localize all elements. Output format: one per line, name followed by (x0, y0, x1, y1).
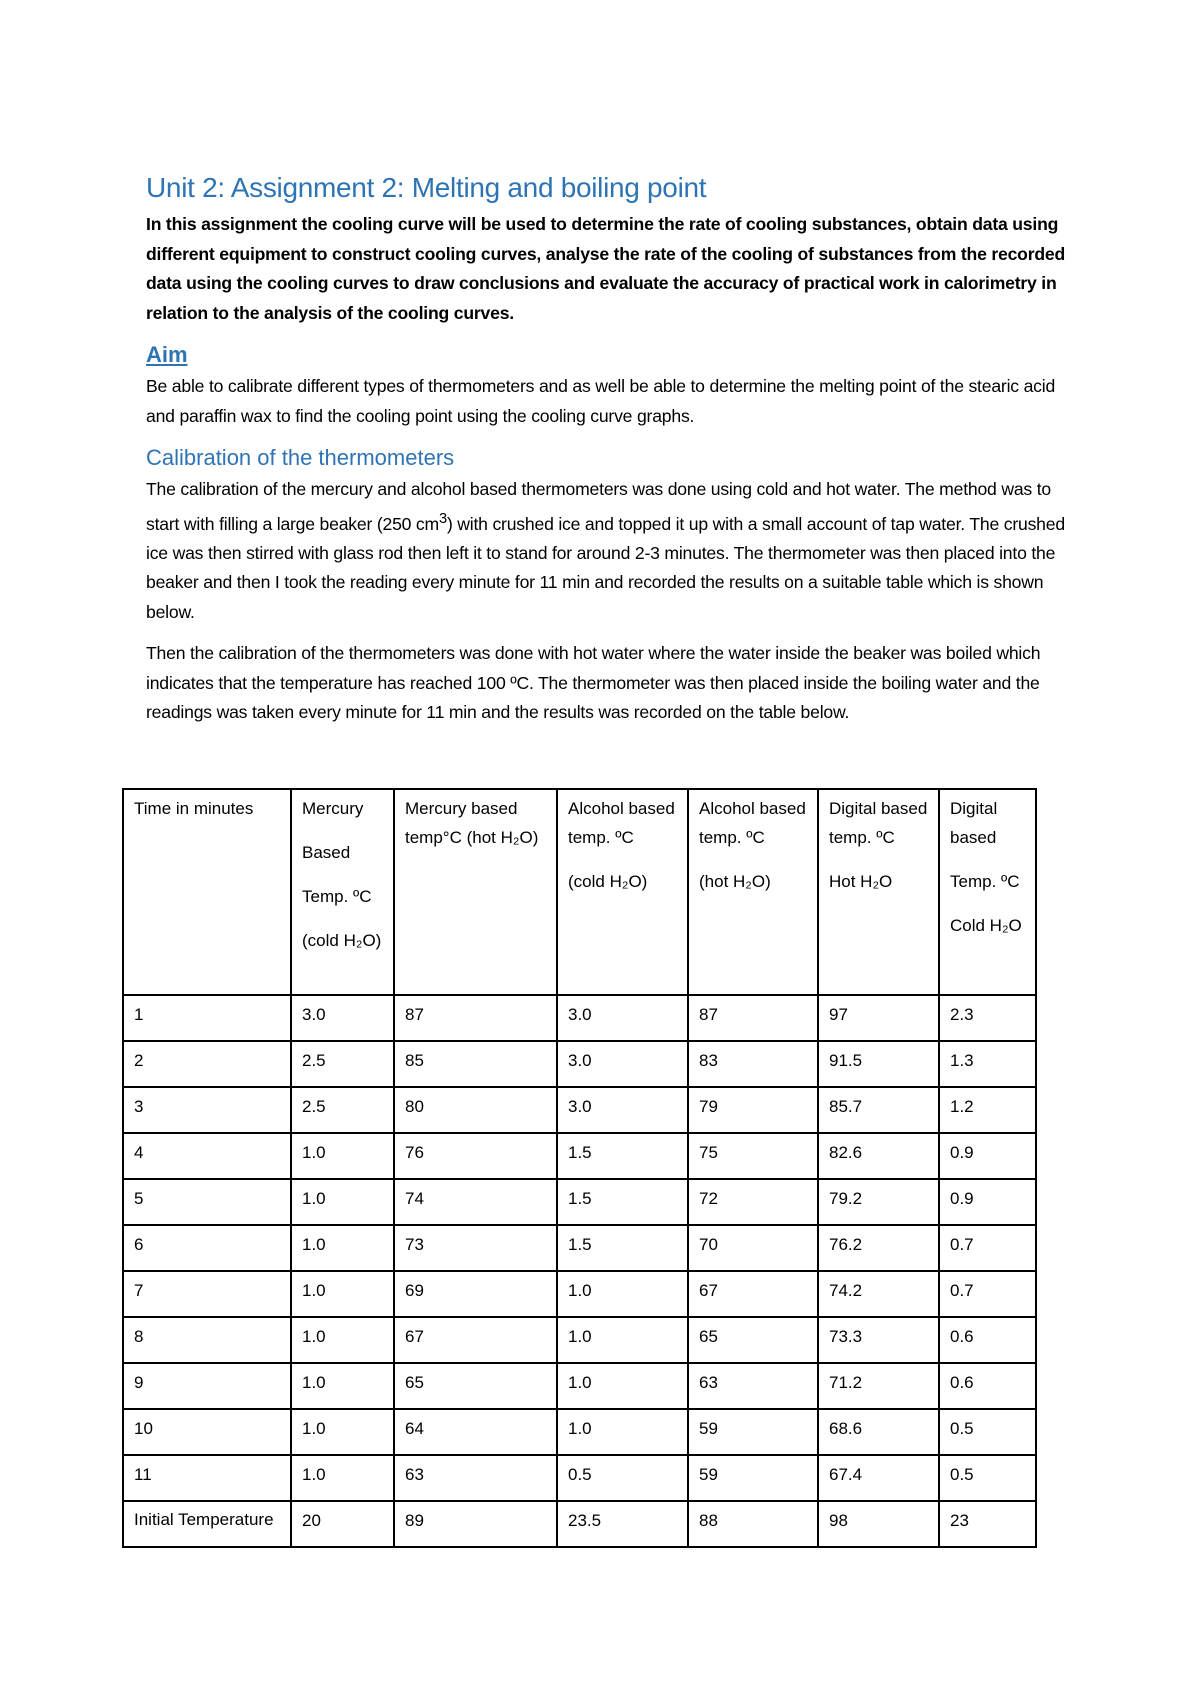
table-row (123, 1409, 1036, 1455)
value-cell: 65 (394, 1363, 557, 1409)
value-cell: 97 (818, 995, 939, 1041)
table-row (123, 1363, 1036, 1409)
value-cell: 1.0 (291, 1363, 394, 1409)
value-cell: 59 (688, 1455, 818, 1501)
value-cell: 1.0 (291, 1409, 394, 1455)
calibration-paragraph-1 (146, 475, 1066, 627)
header-line: Alcohol based temp. ºC (568, 799, 675, 847)
value-cell: 65 (688, 1317, 818, 1363)
aim-paragraph: Be able to calibrate different types of thermometers and as well be able to determine the melting point of the stearic acid and paraffin wax to find the cooling point using the cooling curve graphs. (146, 376, 1056, 426)
value-cell: 73 (394, 1225, 557, 1271)
table-row (123, 1455, 1036, 1501)
header-line: Digital based temp. ºC (829, 799, 928, 847)
value-cell: 0.5 (939, 1409, 1036, 1455)
header-line: (hot H₂O) (699, 872, 771, 891)
value-cell: 0.9 (939, 1133, 1036, 1179)
header-line: Temp. ºC (302, 887, 372, 906)
value-cell: 59 (688, 1409, 818, 1455)
header-line: Digital based (950, 799, 998, 847)
value-cell: 1.0 (291, 1271, 394, 1317)
header-line: Mercury (302, 799, 364, 818)
column-header (818, 789, 939, 995)
value-cell: 83 (688, 1041, 818, 1087)
para-text: ) with crushed ice and topped it up with a small account of tap water. The crushed ice was then stirred with glass rod then left it to stand for around 2-3 minutes. The thermometer was then placed into the beaker and then I took the reading every minute for 11 min and recorded the results on a suitable table which is shown below. (146, 513, 1065, 622)
time-cell: 8 (123, 1317, 291, 1363)
value-cell: 0.6 (939, 1317, 1036, 1363)
table-row (123, 1501, 1036, 1547)
table-row (123, 1133, 1036, 1179)
table-row (123, 1225, 1036, 1271)
value-cell: 2.3 (939, 995, 1036, 1041)
table-row (123, 1317, 1036, 1363)
column-header (394, 789, 557, 995)
header-line: (cold H₂O) (302, 931, 382, 950)
value-cell: 1.3 (939, 1041, 1036, 1087)
calibration-table (122, 788, 1037, 1548)
table-row (123, 1041, 1036, 1087)
para-text: The calibration of the mercury and alcohol based thermometers was done using cold and hot water. The method was to start with filling a large beaker (250 cm (146, 479, 1051, 534)
value-cell: 87 (688, 995, 818, 1041)
value-cell: 1.2 (939, 1087, 1036, 1133)
value-cell: 1.0 (557, 1271, 688, 1317)
value-cell: 89 (394, 1501, 557, 1547)
value-cell: 2.5 (291, 1041, 394, 1087)
superscript: 3 (438, 510, 447, 527)
value-cell: 74.2 (818, 1271, 939, 1317)
value-cell: 73.3 (818, 1317, 939, 1363)
time-cell: 7 (123, 1271, 291, 1317)
value-cell: 85 (394, 1041, 557, 1087)
time-cell: 1 (123, 995, 291, 1041)
value-cell: 0.6 (939, 1363, 1036, 1409)
time-cell: 2 (123, 1041, 291, 1087)
value-cell: 76 (394, 1133, 557, 1179)
value-cell: 1.0 (291, 1317, 394, 1363)
time-cell: Initial Temperature (123, 1501, 291, 1547)
value-cell: 1.0 (291, 1133, 394, 1179)
document-page (146, 172, 1066, 728)
column-header (939, 789, 1036, 995)
page-title: Unit 2: Assignment 2: Melting and boiling point (146, 172, 707, 203)
column-header (688, 789, 818, 995)
header-line: Time in minutes (134, 799, 254, 818)
value-cell: 67.4 (818, 1455, 939, 1501)
header-line: Temp. ºC (950, 872, 1020, 891)
value-cell: 71.2 (818, 1363, 939, 1409)
value-cell: 63 (394, 1455, 557, 1501)
column-header (123, 789, 291, 995)
value-cell: 64 (394, 1409, 557, 1455)
header-line: (cold H₂O) (568, 872, 648, 891)
aim-heading: Aim (146, 342, 188, 367)
value-cell: 3.0 (557, 1041, 688, 1087)
value-cell: 0.7 (939, 1271, 1036, 1317)
value-cell: 1.0 (291, 1225, 394, 1271)
value-cell: 1.5 (557, 1133, 688, 1179)
time-cell: 4 (123, 1133, 291, 1179)
value-cell: 82.6 (818, 1133, 939, 1179)
value-cell: 20 (291, 1501, 394, 1547)
value-cell: 80 (394, 1087, 557, 1133)
value-cell: 1.0 (557, 1363, 688, 1409)
value-cell: 3.0 (557, 1087, 688, 1133)
intro-paragraph: In this assignment the cooling curve will be used to determine the rate of cooling substances, obtain data using different equipment to construct cooling curves, analyse the rate of the cooling of substances from the recorded data using the cooling curves to draw conclusions and evaluate the accuracy of practical work in calorimetry in relation to the analysis of the cooling curves. (146, 214, 1066, 323)
value-cell: 68.6 (818, 1409, 939, 1455)
value-cell: 79.2 (818, 1179, 939, 1225)
value-cell: 0.9 (939, 1179, 1036, 1225)
value-cell: 87 (394, 995, 557, 1041)
value-cell: 72 (688, 1179, 818, 1225)
value-cell: 91.5 (818, 1041, 939, 1087)
value-cell: 74 (394, 1179, 557, 1225)
value-cell: 1.0 (557, 1317, 688, 1363)
value-cell: 0.5 (939, 1455, 1036, 1501)
value-cell: 0.7 (939, 1225, 1036, 1271)
value-cell: 63 (688, 1363, 818, 1409)
table-row (123, 1271, 1036, 1317)
column-header (557, 789, 688, 995)
value-cell: 1.5 (557, 1225, 688, 1271)
value-cell: 67 (394, 1317, 557, 1363)
value-cell: 3.0 (291, 995, 394, 1041)
value-cell: 75 (688, 1133, 818, 1179)
time-cell: 3 (123, 1087, 291, 1133)
value-cell: 67 (688, 1271, 818, 1317)
table-row (123, 995, 1036, 1041)
header-line: Alcohol based temp. ºC (699, 799, 806, 847)
value-cell: 79 (688, 1087, 818, 1133)
table-row (123, 1087, 1036, 1133)
table-row (123, 1179, 1036, 1225)
value-cell: 3.0 (557, 995, 688, 1041)
header-line: Cold H₂O (950, 916, 1022, 935)
time-cell: 11 (123, 1455, 291, 1501)
value-cell: 1.0 (557, 1409, 688, 1455)
header-line: Based (302, 843, 351, 862)
calibration-paragraph-2: Then the calibration of the thermometers was done with hot water where the water inside the beaker was boiled which indicates that the temperature has reached 100 ºC. The thermometer was then placed inside the boiling water and the readings was taken every minute for 11 min and the results was recorded on the table below. (146, 643, 1041, 723)
value-cell: 98 (818, 1501, 939, 1547)
value-cell: 2.5 (291, 1087, 394, 1133)
value-cell: 76.2 (818, 1225, 939, 1271)
header-line: Hot H₂O (829, 872, 893, 891)
value-cell: 85.7 (818, 1087, 939, 1133)
time-cell: 10 (123, 1409, 291, 1455)
header-row (123, 789, 1036, 995)
time-cell: 5 (123, 1179, 291, 1225)
value-cell: 70 (688, 1225, 818, 1271)
value-cell: 69 (394, 1271, 557, 1317)
value-cell: 1.5 (557, 1179, 688, 1225)
time-cell: 6 (123, 1225, 291, 1271)
time-cell: 9 (123, 1363, 291, 1409)
value-cell: 1.0 (291, 1179, 394, 1225)
header-line: Mercury based temp°C (hot H₂O) (405, 799, 539, 847)
calibration-heading: Calibration of the thermometers (146, 445, 455, 470)
value-cell: 0.5 (557, 1455, 688, 1501)
value-cell: 23 (939, 1501, 1036, 1547)
value-cell: 88 (688, 1501, 818, 1547)
value-cell: 1.0 (291, 1455, 394, 1501)
column-header (291, 789, 394, 995)
value-cell: 23.5 (557, 1501, 688, 1547)
